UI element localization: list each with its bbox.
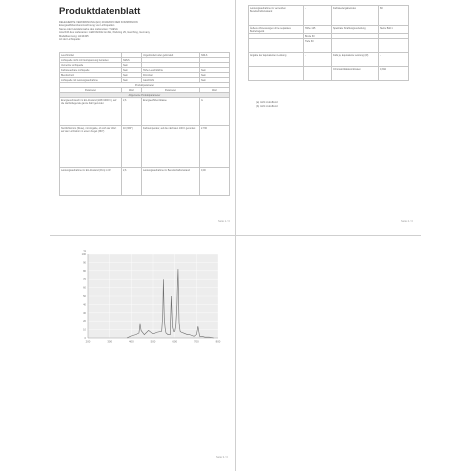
x-tick-label: 400 [128,339,134,344]
intro-line: DELEGIERTE VERORDNUNG (EU) 2019/2015 DER KOMMISSION [59,21,138,24]
table-row: Tiefe 60 [249,39,409,53]
intro-text [59,21,209,41]
y-tick-label: 20 [83,320,86,324]
light-source-type-table [59,52,230,196]
footnote: (a) nicht zutreffend [256,101,278,104]
column-header-row: Parameter Wert Parameter Wert [60,88,230,93]
document-page-4 [235,235,421,471]
table-row: Leistungsaufnahme im Ein-Zustand (Pon) in W 2,6 Leistungsaufnahme im Bereitschaftszustand 0,00 [60,168,230,196]
x-tick-label: 200 [85,339,91,344]
x-tick-label: 500 [150,339,156,344]
x-tick-label: 800 [215,339,221,344]
y-tick-label: 30 [83,311,86,315]
y-tick-label: 10 [83,328,86,332]
x-tick-label: 700 [193,339,199,344]
document-page-2 [235,0,421,235]
intro-line: Art der Lichtquelle: [59,38,81,42]
x-tick-label: 300 [107,339,113,344]
product-parameter-table [248,5,409,81]
table-row: Lichtquelle nicht mit Netzspannung betrieben NMLS [60,58,230,63]
table-row: Leistungsaufnahme im vernetzten Bereitschaftszustand - Farbwiedergabeindex 80 [249,6,409,26]
y-tick-label: 0 [84,337,86,340]
table-row: Farbsteuerbare Lichtquelle Nein Hohe Leuchtdichte Nein [60,68,230,73]
document-page-3 [50,235,235,471]
y-tick-label: 50 [83,295,86,298]
table-row: Leuchtmittel Ungebündelt oder gebündelt NDLS [60,53,230,58]
intro-line: Anschrift des Lieferanten: LEDVANCE GmbH, Parkring 29, Garching, Germany [59,31,150,35]
spectral-distribution-chart [50,246,235,356]
table-row: Blendschutz Nein Dimmbar Nein [60,73,230,78]
table-row: Breite 60 [249,34,409,39]
table-row: Angabe der äquivalenten Leistung - Falls ja, äquivalente Leistung (W) - [249,53,409,67]
y-unit-label: % [83,249,86,253]
table-row: Nutzlichtstrom (Φuse), mit Angabe, ob sich der Wert auf den Lichtstrom in einem Kegel (360°) 40 (360°) Farbtemperatur, auf die nächsten 100 K gerundet 2.700 [60,126,230,168]
section-header-row: Produktparameter [60,83,230,88]
y-tick-label: 60 [83,286,86,290]
page-number: Seite 2 / 3 [401,220,413,223]
document-title: Produktdatenblatt [59,6,141,17]
table-row: Vernetzte Lichtquelle Nein [60,63,230,68]
page-number: Seite 3 / 3 [216,456,228,459]
y-tick-label: 40 [83,303,86,307]
table-row: Äußere Abmessungen ohne separates Betriebsgerät Höhe 125 Spektrale Strahlungsverteilung Siehe Bild 1 [249,26,409,34]
table-row: Lichtquelle mit Leistungsaufnahme Nein Gleichlicht Nein [60,78,230,83]
page-number: Seite 1 / 3 [218,220,230,223]
footnote: (b) nicht zutreffend [256,105,278,108]
section-header-row: Allgemeine Produktparameter [60,93,230,98]
y-tick-label: 80 [83,269,86,273]
y-tick-label: 90 [83,261,86,265]
y-tick-label: 100 [81,253,86,256]
document-page-1 [50,0,235,235]
table-row: Energieverbrauch im Ein-Zustand (kWh/1000 h), auf die nächstliegende ganze Zahl gerundet 2,6 Energieeffizienzklasse G [60,98,230,126]
x-tick-label: 600 [172,339,178,344]
y-tick-label: 70 [83,278,86,282]
table-row: Chromatizitätskoordinaten 0,392 [249,67,409,81]
intro-line: Name oder Handelsmarke des Lieferanten: THEVA [59,27,118,31]
intro-line: Modellkennung: H134435 [59,34,89,38]
intro-line: Energieeffizienzkennzeichnung von Lichtquellen [59,24,115,28]
